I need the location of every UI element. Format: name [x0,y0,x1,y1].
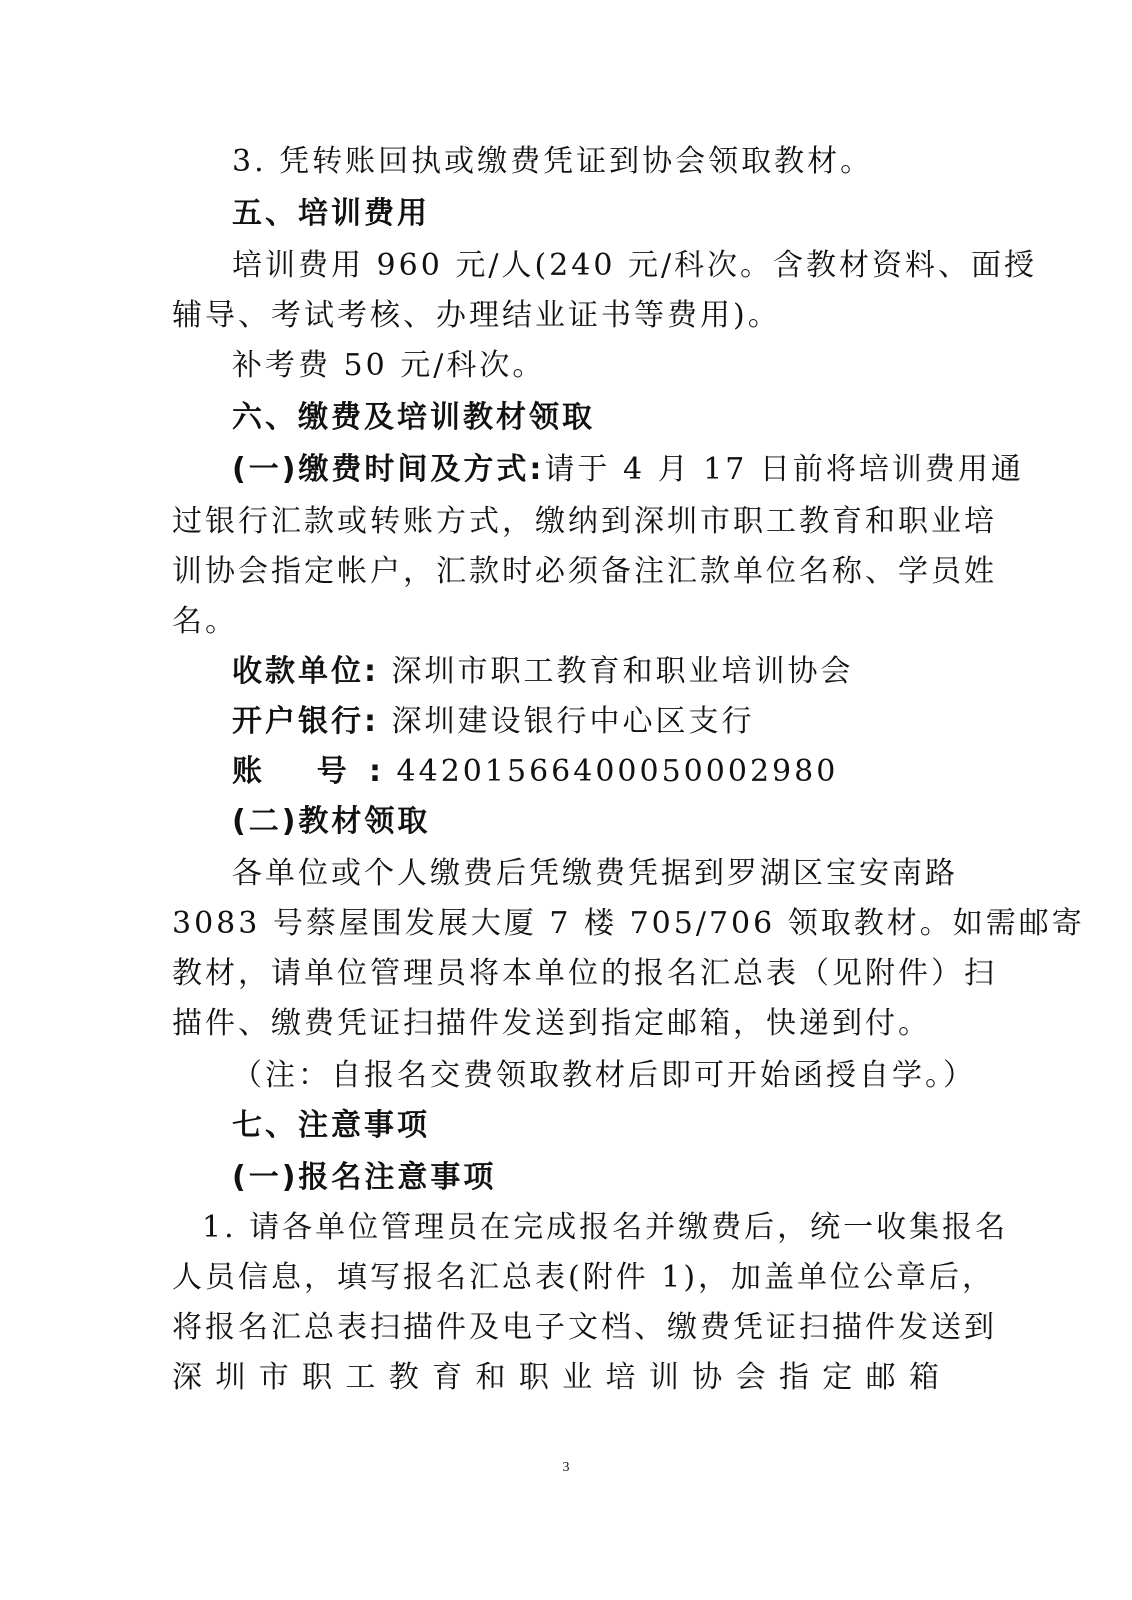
paragraph-line: 3083 号蔡屋围发展大厦 7 楼 705/706 领取教材。如需邮寄 [172,906,1085,941]
bank-value: 深圳建设银行中心区支行 [391,704,755,739]
paragraph-line: 补考费 50 元/科次。 [232,348,546,383]
paragraph-line: 训协会指定帐户，汇款时必须备注汇款单位名称、学员姓 [172,554,997,589]
paragraph-line: 将报名汇总表扫描件及电子文档、缴费凭证扫描件发送到 [172,1310,997,1345]
bank-label: 开户银行: [232,704,379,739]
section-heading-5: 五、培训费用 [232,196,430,231]
paragraph-line: 培训费用 960 元/人(240 元/科次。含教材资料、面授 [232,248,1038,283]
payee-row [232,652,854,692]
bank-row [232,702,755,742]
paragraph-line: 教材，请单位管理员将本单位的报名汇总表（见附件）扫 [172,956,997,991]
subsection-heading: (一)报名注意事项 [232,1160,497,1195]
note-line: （注：自报名交费领取教材后即可开始函授自学。） [232,1058,976,1093]
page-number: 3 [562,1460,570,1475]
paragraph-line: 辅导、考试考核、办理结业证书等费用)。 [172,298,781,333]
paragraph-line: 1. 请各单位管理员在完成报名并缴费后，统一收集报名 [202,1210,1009,1245]
subsection-heading: (二)教材领取 [232,804,431,839]
section-heading-6: 六、缴费及培训教材领取 [232,400,595,435]
payment-time-label: (一)缴费时间及方式: [232,452,545,487]
payee-value: 深圳市职工教育和职业培训协会 [391,654,854,689]
paragraph-line: 人员信息，填写报名汇总表(附件 1)，加盖单位公章后， [172,1260,996,1295]
paragraph-line: 各单位或个人缴费后凭缴费凭据到罗湖区宝安南路 [232,856,958,891]
account-label: 账 号: [232,754,384,789]
payment-time-text: 请于 4 月 17 日前将培训费用通 [544,452,1024,487]
paragraph-line: 名。 [172,604,238,639]
section-heading-7: 七、注意事项 [232,1108,430,1143]
paragraph-line: 过银行汇款或转账方式，缴纳到深圳市职工教育和职业培 [172,504,997,539]
paragraph-line: 3. 凭转账回执或缴费凭证到协会领取教材。 [232,144,874,179]
account-row [232,752,838,792]
payee-label: 收款单位: [232,654,379,689]
account-number: 44201566400050002980 [396,754,839,789]
payment-time-line [232,450,1024,490]
paragraph-line: 描件、缴费凭证扫描件发送到指定邮箱，快递到付。 [172,1006,931,1041]
paragraph-line: 深圳市职工教育和职业培训协会指定邮箱 [172,1360,942,1395]
